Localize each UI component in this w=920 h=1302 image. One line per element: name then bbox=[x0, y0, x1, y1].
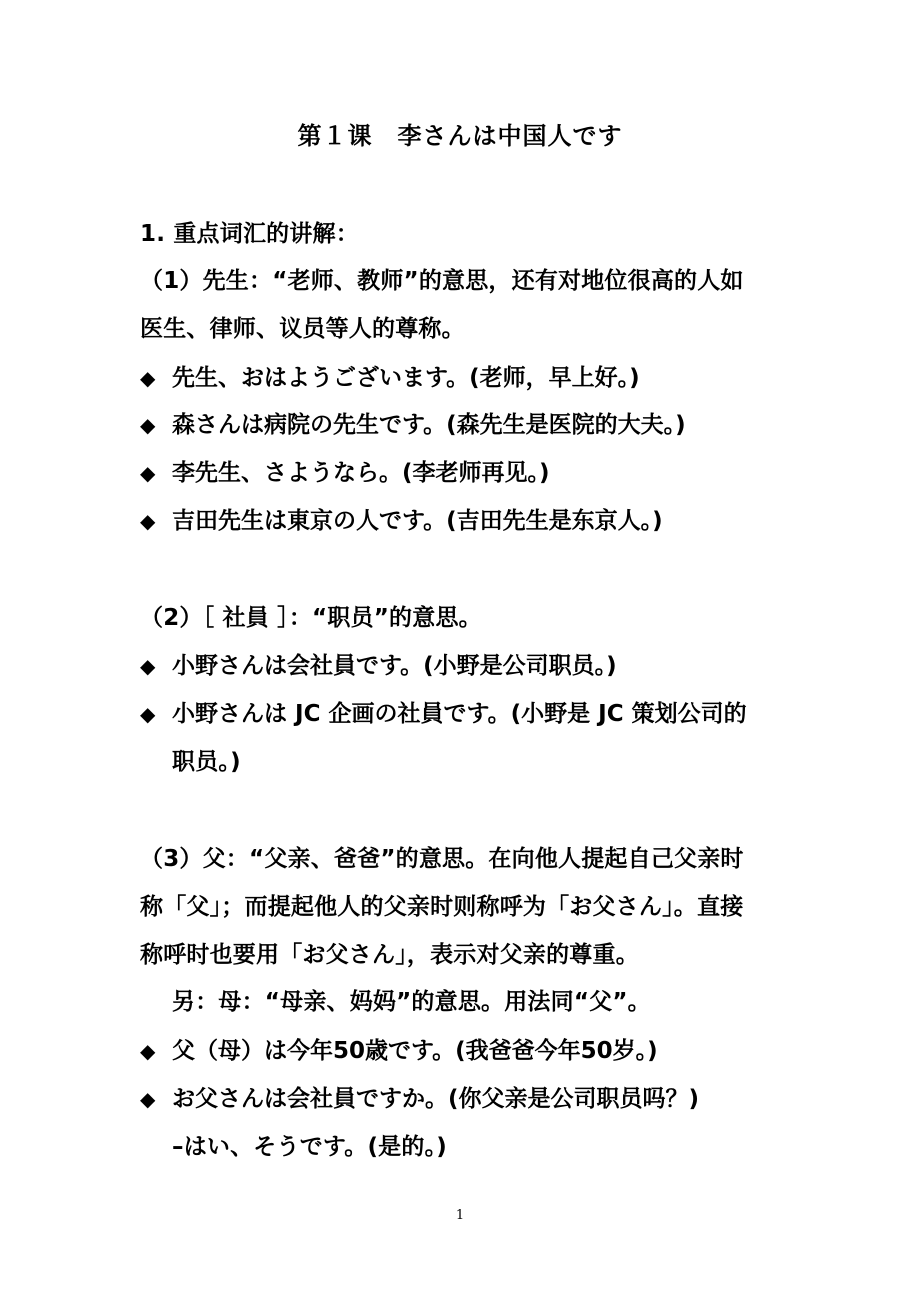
example-text: 李先生、さようなら。(李老师再见。) bbox=[172, 460, 550, 486]
section1-intro-line2: 医生、律师、议员等人的尊称。 bbox=[140, 316, 465, 342]
section-heading: 1. 重点词汇的讲解： bbox=[140, 221, 359, 247]
example-item bbox=[140, 409, 686, 441]
example-item bbox=[140, 1035, 658, 1067]
example-text: 小野さんは会社員です。(小野是公司职员。) bbox=[172, 653, 617, 679]
diamond-bullet-icon: ◆ bbox=[140, 461, 156, 485]
diamond-bullet-icon: ◆ bbox=[140, 1039, 156, 1063]
example-item bbox=[140, 505, 663, 537]
section3-intro-line2: 称「父」；而提起他人的父亲时则称呼为「お父さん」。直接 bbox=[140, 894, 744, 920]
example-item bbox=[140, 362, 640, 394]
lesson-title: 第１课 李さんは中国人です bbox=[297, 122, 623, 150]
diamond-bullet-icon: ◆ bbox=[140, 1087, 156, 1111]
example-text: お父さんは会社員ですか。(你父亲是公司职员吗？) bbox=[172, 1086, 700, 1112]
example-continuation: 职员。) bbox=[172, 749, 241, 775]
example-item bbox=[140, 650, 617, 682]
example-text: 森さんは病院の先生です。(森先生是医院的大夫。) bbox=[172, 412, 686, 438]
section1-intro-line1: （1）先生：“老师、教师”的意思，还有对地位很高的人如 bbox=[140, 268, 744, 294]
example-text: 先生、おはようございます。(老师，早上好。) bbox=[172, 365, 640, 391]
diamond-bullet-icon: ◆ bbox=[140, 366, 156, 390]
diamond-bullet-icon: ◆ bbox=[140, 654, 156, 678]
example-text: 小野さんは JC 企画の社員です。(小野是 JC 策划公司的 bbox=[172, 701, 747, 727]
section3-note: 另：母：“母亲、妈妈”的意思。用法同“父”。 bbox=[172, 989, 651, 1015]
example-answer: –はい、そうです。(是的。) bbox=[172, 1134, 447, 1160]
example-text: 吉田先生は東京の人です。(吉田先生是东京人。) bbox=[172, 508, 663, 534]
section3-intro-line1: （3）父：“父亲、爸爸”的意思。在向他人提起自己父亲时 bbox=[140, 846, 744, 872]
diamond-bullet-icon: ◆ bbox=[140, 509, 156, 533]
example-item bbox=[140, 457, 550, 489]
section3-intro-line3: 称呼时也要用「お父さん」，表示对父亲的尊重。 bbox=[140, 942, 639, 968]
diamond-bullet-icon: ◆ bbox=[140, 702, 156, 726]
example-item bbox=[140, 698, 747, 730]
diamond-bullet-icon: ◆ bbox=[140, 413, 156, 437]
section2-intro: （2）［ 社員 ］：“职员”的意思。 bbox=[140, 605, 482, 631]
page-number: 1 bbox=[455, 1208, 465, 1223]
example-item bbox=[140, 1083, 699, 1115]
example-text: 父（母）は今年50歳です。(我爸爸今年50岁。) bbox=[172, 1038, 658, 1064]
